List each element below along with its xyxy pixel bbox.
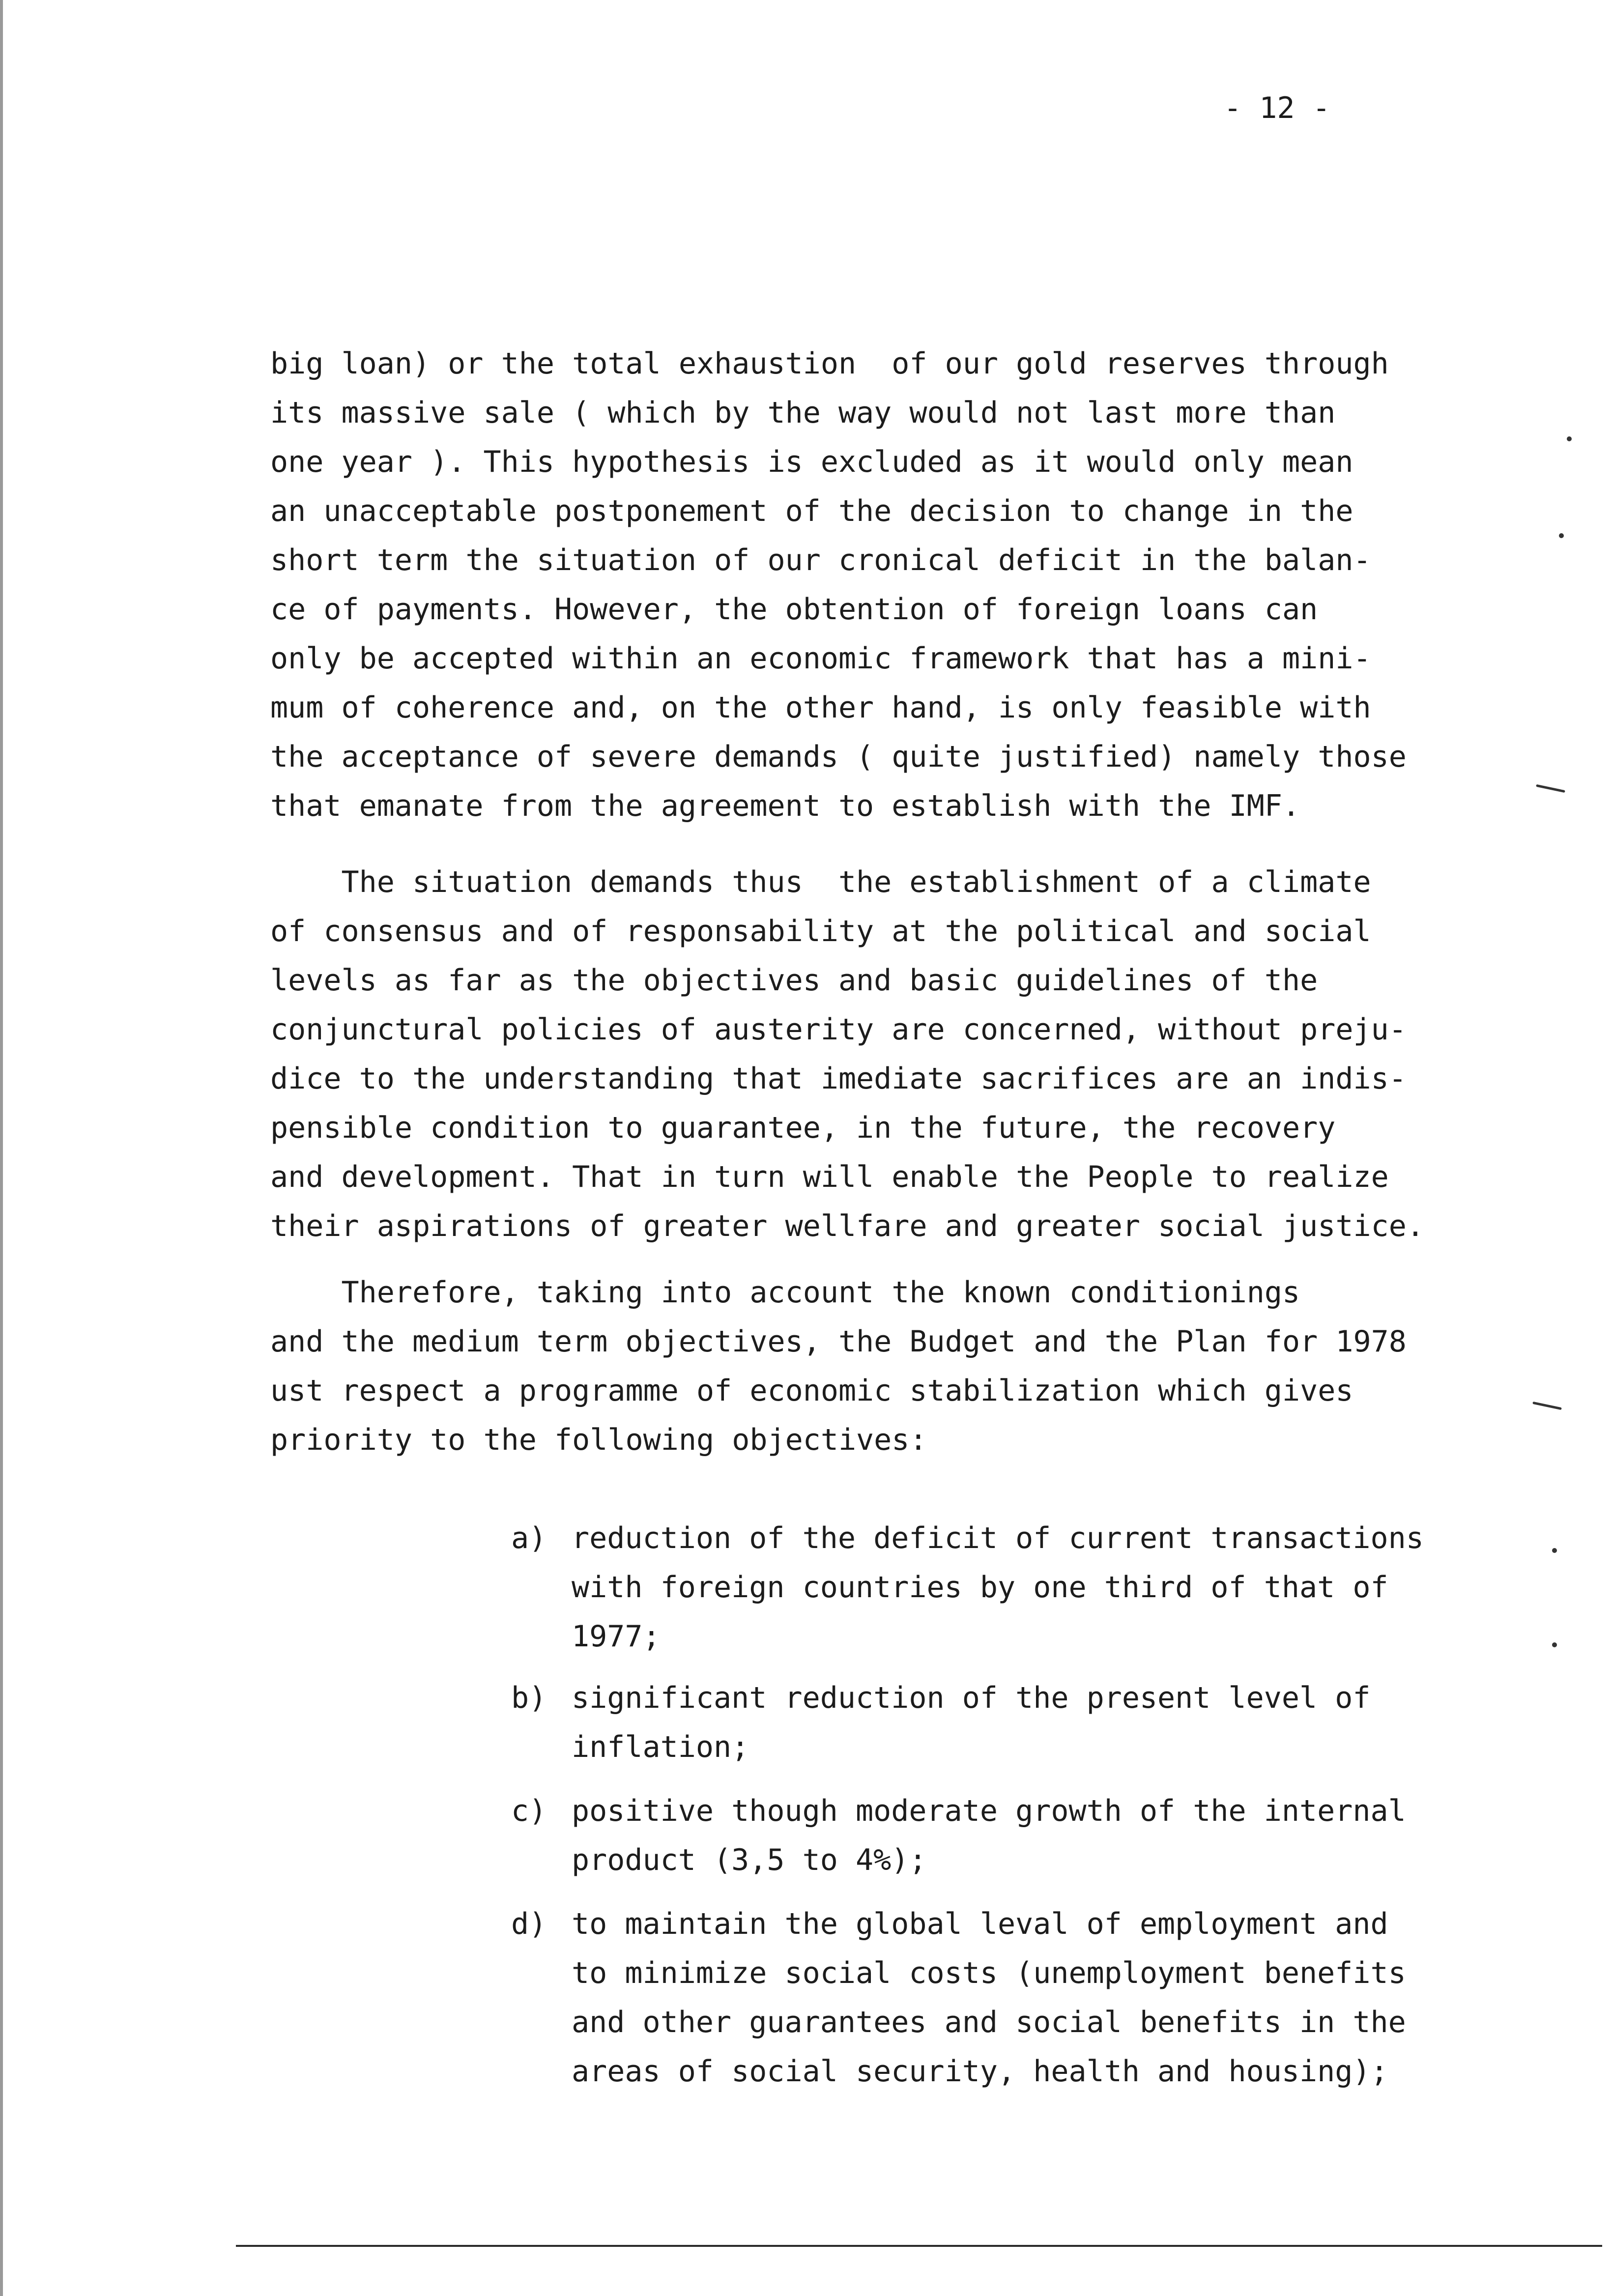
text-line: an unacceptable postponement of the decision to change in the: [270, 494, 1353, 528]
objective-item: [511, 1899, 1548, 2096]
text-line: the acceptance of severe demands ( quite justified) namely those: [270, 740, 1407, 774]
objective-text-line: with foreign countries by one third of that of: [572, 1570, 1388, 1605]
objective-text-line: significant reduction of the present level of: [572, 1681, 1371, 1715]
objective-item: [511, 1673, 1548, 1772]
text-line: levels as far as the objectives and basic guidelines of the: [270, 963, 1318, 998]
objective-text-line: to maintain the global leval of employment and: [572, 1907, 1388, 1941]
text-line: pensible condition to guarantee, in the future, the recovery: [270, 1111, 1336, 1145]
objective-text-line: areas of social security, health and housing);: [572, 2054, 1388, 2089]
objective-marker: b): [511, 1681, 547, 1715]
margin-mark: [1567, 436, 1572, 441]
objectives-list: [511, 1514, 1548, 2096]
bottom-rule: [236, 2245, 1602, 2247]
text-line: and the medium term objectives, the Budget and the Plan for 1978: [270, 1324, 1407, 1359]
objective-text-line: product (3,5 to 4%);: [572, 1843, 927, 1877]
paragraph-objectives-intro: [270, 1268, 1548, 1464]
objective-marker: c): [511, 1794, 547, 1828]
text-line: one year ). This hypothesis is excluded as it would only mean: [270, 445, 1353, 479]
objective-marker: d): [511, 1907, 547, 1941]
text-line: mum of coherence and, on the other hand, is only feasible with: [270, 690, 1371, 725]
objective-text-line: positive though moderate growth of the internal: [572, 1794, 1406, 1828]
text-line: only be accepted within an economic framework that has a mini-: [270, 641, 1371, 676]
objective-text-line: 1977;: [572, 1619, 661, 1654]
text-line: short term the situation of our cronical deficit in the balan-: [270, 543, 1371, 577]
objective-marker: a): [511, 1521, 547, 1555]
text-line: ce of payments. However, the obtention of foreign loans can: [270, 592, 1318, 627]
text-line: ust respect a programme of economic stabilization which gives: [270, 1374, 1353, 1408]
text-line: conjunctural policies of austerity are concerned, without preju-: [270, 1012, 1407, 1047]
text-line: dice to the understanding that imediate sacrifices are an indis-: [270, 1062, 1407, 1096]
page-number: - 12 -: [1224, 91, 1330, 125]
objective-text-line: and other guarantees and social benefits in the: [572, 2005, 1406, 2039]
text-line: that emanate from the agreement to establish with the IMF.: [270, 789, 1300, 823]
paragraph-consensus: [270, 858, 1548, 1251]
objective-item: [511, 1514, 1548, 1661]
text-line: its massive sale ( which by the way would not last more than: [270, 396, 1336, 430]
text-line: Therefore, taking into account the known conditionings: [270, 1275, 1300, 1310]
objective-text-line: to minimize social costs (unemployment benefits: [572, 1956, 1406, 1990]
margin-mark: [1552, 1642, 1557, 1647]
text-line: of consensus and of responsability at the political and social: [270, 914, 1371, 948]
text-line: big loan) or the total exhaustion of our gold reserves through: [270, 346, 1389, 381]
text-line: their aspirations of greater wellfare and greater social justice.: [270, 1209, 1424, 1243]
text-line: priority to the following objectives:: [270, 1423, 927, 1457]
text-line: The situation demands thus the establishment of a climate: [270, 865, 1371, 899]
objective-text-line: reduction of the deficit of current transactions: [572, 1521, 1424, 1555]
text-line: and development. That in turn will enable the People to realize: [270, 1160, 1389, 1194]
objective-item: [511, 1786, 1548, 1885]
margin-mark: [1552, 1548, 1557, 1553]
margin-mark: [1559, 533, 1564, 538]
objective-text-line: inflation;: [572, 1730, 749, 1764]
paragraph-imf-loans: [270, 339, 1548, 831]
page-left-edge: [0, 0, 3, 2296]
